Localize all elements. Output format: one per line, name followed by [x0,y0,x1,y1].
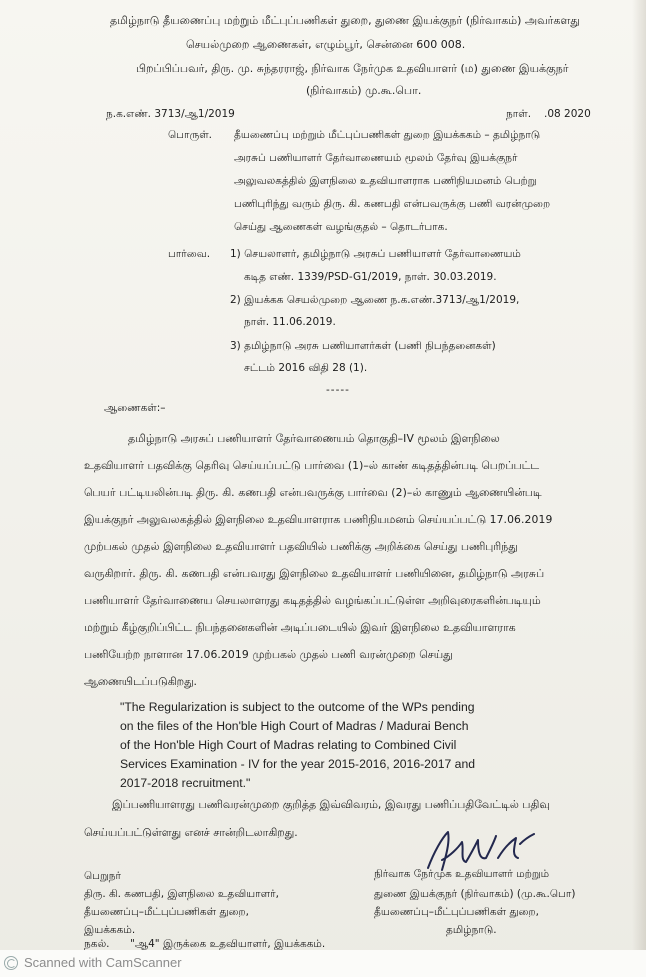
ref-number: ந.க.எண். 3713/ஆ1/2019 [106,108,235,120]
reference-item: சட்டம் 2016 விதி 28 (1). [244,362,368,374]
order-text-line: பெயர் பட்டியலின்படி திரு. கி. கணபதி என்பவருக்கு பார்வை (2)–ல் காணும் ஆணையின்படி [84,486,542,499]
reference-item: நாள். 11.06.2019. [244,316,336,328]
signatory-department: தீயணைப்பு–மீட்புப்பணிகள் துறை, [374,906,539,918]
date-value: .08 2020 [544,108,591,120]
order-text-line: ஆணையிடப்படுகிறது. [84,675,198,688]
page-edge-shadow [632,0,646,950]
quote-line: "The Regularization is subject to the outcome of the WPs pending [120,700,475,714]
header-line-1: தமிழ்நாடு தீயணைப்பு மற்றும் மீட்புப்பணிகள் துறை, துணை இயக்குநர் (நிர்வாகம்) அவர்களது [110,14,580,27]
signatory-designation: நிர்வாக நேர்முக உதவியாளர் மற்றும் [374,868,550,880]
orders-label: ஆணைகள்:– [104,402,166,414]
recipient-label: பெறுநர் [84,870,121,882]
quote-line: of the Hon'ble High Court of Madras relating to Combined Civil [120,738,457,752]
reference-item: 1) செயலாளர், தமிழ்நாடு அரசுப் பணியாளர் தேர்வாணையம் [230,248,521,260]
subject-label: பொருள். [168,129,213,141]
recipient-line: தீயணைப்பு–மீட்புப்பணிகள் துறை, [84,906,249,918]
camscanner-icon [4,956,18,970]
order-text-line: பணியேற்ற நாளான 17.06.2019 முற்பகல் முதல் பணி வரன்முறை செய்து [84,648,453,661]
order-text-line: முற்பகல் முதல் இளநிலை உதவியாளர் பதவியில் பணிக்கு அறிக்கை செய்து பணிபுரிந்து [84,540,518,553]
quote-line: 2017-2018 recruitment." [120,776,251,790]
header-issuer-line: பிறப்பிப்பவர், திரு. மு. சுந்தரராஜ், நிர்வாக நேர்முக உதவியாளர் (ம) துணை இயக்குநர் [136,62,569,75]
order-text-line: தமிழ்நாடு அரசுப் பணியாளர் தேர்வாணையம் தொகுதி–IV மூலம் இளநிலை [128,432,500,445]
recipient-line: திரு. கி. கணபதி, இளநிலை உதவியாளர், [84,888,279,900]
quote-line: Services Examination - IV for the year 2015-2016, 2016-2017 and [120,757,476,771]
order-text-line: உதவியாளர் பதவிக்கு தெரிவு செய்யப்பட்டு பார்வை (1)–ல் காண் கடிதத்தின்படி பெறப்பட்ட [84,459,540,472]
reference-item: 2) இயக்கக செயல்முறை ஆணை ந.க.எண்.3713/ஆ1/2019, [230,294,520,306]
reference-label: பார்வை. [168,248,211,260]
subject-line: அலுவலகத்தில் இளநிலை உதவியாளராக பணிநியமனம் பெற்று [234,175,537,187]
subject-line: பணிபுரிந்து வரும் திரு. கி. கணபதி என்பவருக்கு பணி வரன்முறை [234,198,551,210]
reference-item: 3) தமிழ்நாடு அரசு பணியாளர்கள் (பணி நிபந்தனைகள்) [230,340,496,352]
order-text-line: பணியாளர் தேர்வாணைய செயலாளரது கடிதத்தில் வழங்கப்பட்டுள்ள அறிவுரைகளின்படியும் [84,594,541,607]
order-text-line: மற்றும் கீழ்குறிப்பிட்ட நிபந்தனைகளின் அடிப்படையில் இவர் இளநிலை உதவியாளராக [84,621,516,634]
watermark-text: Scanned with CamScanner [24,955,182,970]
copy-label: நகல். [84,938,110,950]
signatory-state: தமிழ்நாடு. [446,924,497,936]
signatory-designation: துணை இயக்குநர் (நிர்வாகம்) (மு.கூ.பொ) [374,888,576,900]
certification-line: செய்யப்பட்டுள்ளது எனச் சான்றிடலாகிறது. [84,826,298,839]
separator: ----- [326,384,350,396]
date-label: நாள். [506,108,532,120]
certification-line: இப்பணியாளரது பணிவரன்முறை குறித்த இவ்விவரம், இவரது பணிப்பதிவேட்டில் பதிவு [112,798,550,811]
reference-item: கடித எண். 1339/PSD-G1/2019, நாள். 30.03.2019. [244,271,497,283]
order-text-line: வருகிறார். திரு. கி. கணபதி என்பவரது இளநிலை உதவியாளர் பணியினை, தமிழ்நாடு அரசுப் [84,567,545,580]
scanner-watermark [0,950,646,977]
header-line-2: செயல்முறை ஆணைகள், எழும்பூர், சென்னை 600 008. [186,38,466,51]
quote-line: on the files of the Hon'ble High Court of Madras / Madurai Bench [120,719,469,733]
order-text-line: இயக்குநர் அலுவலகத்தில் இளநிலை உதவியாளராக பணிநியமனம் செய்யப்பட்டு 17.06.2019 [84,513,553,526]
subject-line: தீயணைப்பு மற்றும் மீட்புப்பணிகள் துறை இயக்ககம் – தமிழ்நாடு [234,129,541,141]
recipient-line: இயக்ககம். [84,924,136,936]
copy-recipient: "ஆ4" இருக்கை உதவியாளர், இயக்ககம். [130,938,326,950]
subject-line: செய்து ஆணைகள் வழங்குதல் – தொடர்பாக. [234,221,448,233]
header-issuer-line-2: (நிர்வாகம்) மு.கூ.பொ. [306,84,422,97]
subject-line: அரசுப் பணியாளர் தேர்வாணையம் மூலம் தேர்வு இயக்குநர் [234,152,518,164]
